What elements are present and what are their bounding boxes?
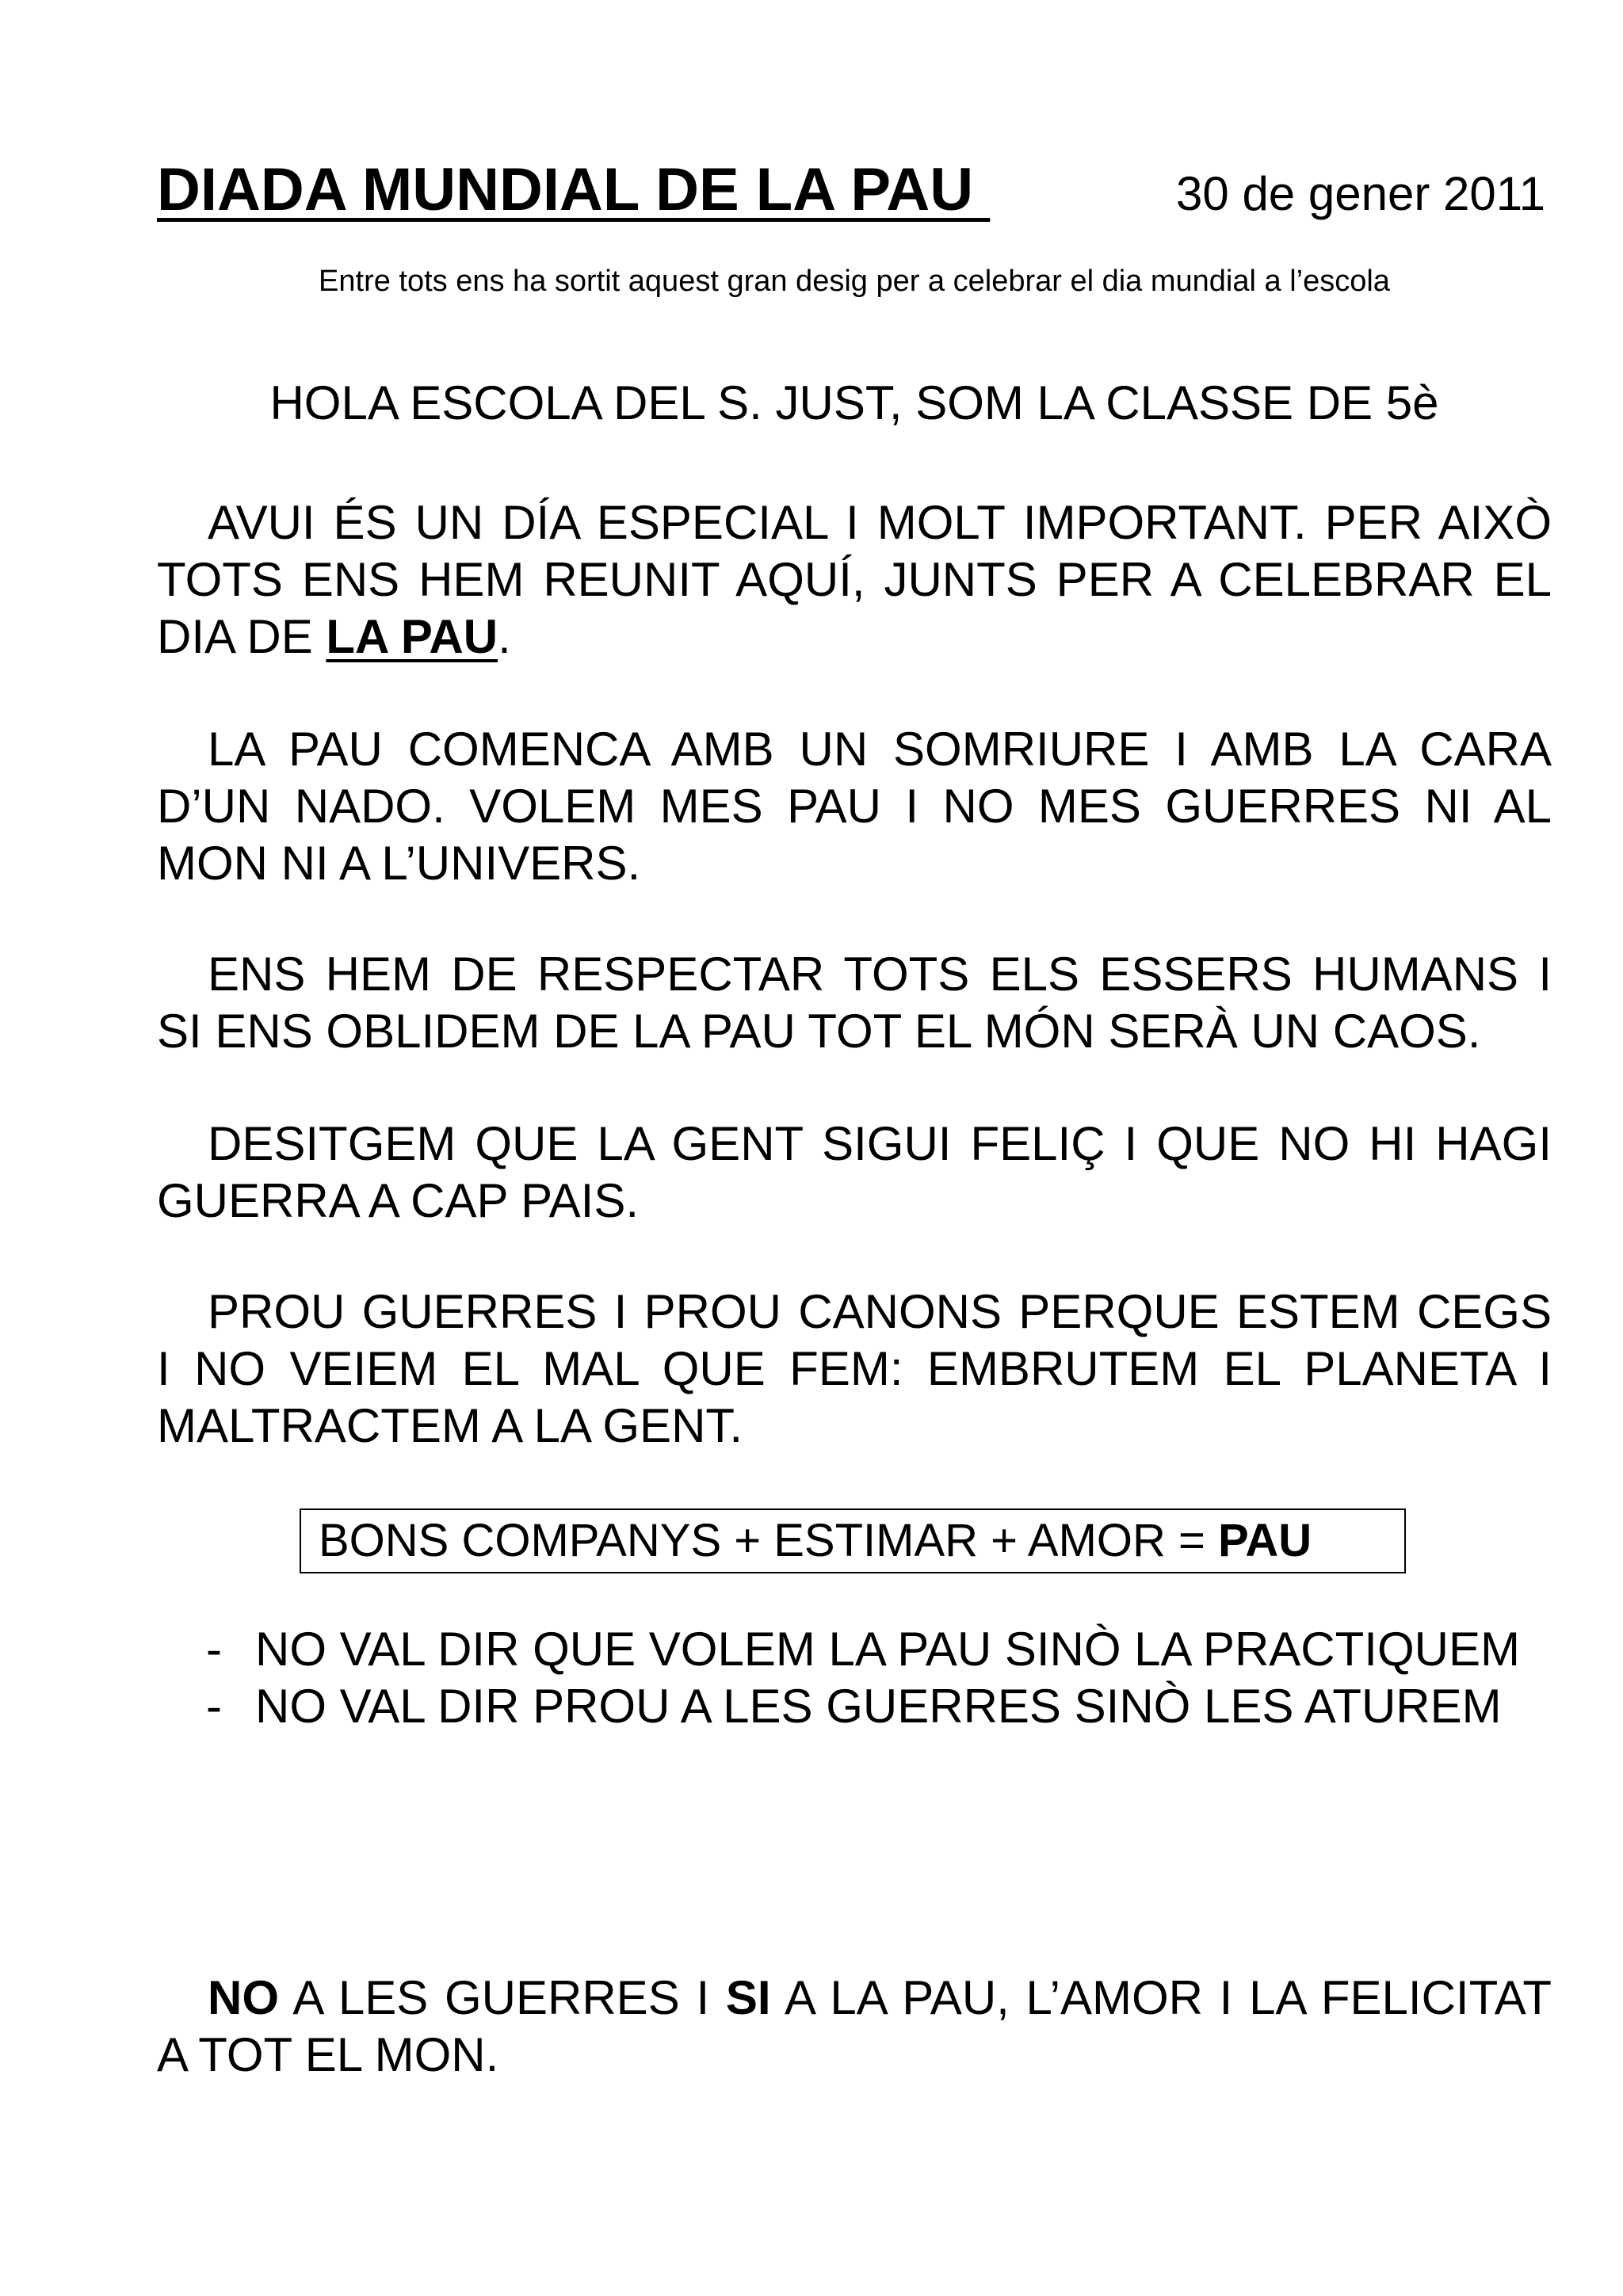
paragraph-2: LA PAU COMENCA AMB UN SOMRIURE I AMB LA CARA D’UN NADO. VOLEM MES PAU I NO MES GUERRES NI AL MON NI A L’UNIVERS. [157,723,1552,890]
equation-emphasis: PAU [1218,1515,1312,1566]
paragraph-1-emphasis: LA PAU [326,610,498,663]
closing-part-2: A LA PAU, L’AMOR I LA FELICITAT A TOT EL MON. [157,1971,1552,2081]
greeting: HOLA ESCOLA DEL S. JUST, SOM LA CLASSE DE 5è [269,376,1439,429]
list-item-text: NO VAL DIR QUE VOLEM LA PAU SINÒ LA PRACTIQUEM [255,1623,1520,1676]
equation-box [300,1508,1406,1573]
paragraph-1-text: AVUI ÉS UN DÍA ESPECIAL I MOLT IMPORTANT. PER AIXÒ TOTS ENS HEM REUNIT AQUÍ, JUNTS PER A CELEBRAR EL DIA DE [157,496,1552,663]
document-title: DIADA MUNDIAL DE LA PAU [157,156,991,223]
list-item-text: NO VAL DIR PROU A LES GUERRES SINÒ LES ATUREM [255,1680,1502,1733]
header [157,155,1552,235]
paragraph-3: ENS HEM DE RESPECTAR TOTS ELS ESSERS HUMANS I SI ENS OBLIDEM DE LA PAU TOT EL MÓN SERÀ UN CAOS. [157,948,1552,1058]
subtitle: Entre tots ens ha sortit aquest gran desig per a celebrar el dia mundial a l’escola [319,265,1390,298]
list-item [157,1678,1552,1735]
paragraph-1-end: . [498,610,511,663]
closing-si: SI [725,1971,771,2024]
paragraph-5: PROU GUERRES I PROU CANONS PERQUE ESTEM CEGS I NO VEIEM EL MAL QUE FEM: EMBRUTEM EL PLANETA I MALTRACTEM A LA GENT. [157,1285,1552,1452]
document-date: 30 de gener 2011 [1176,167,1545,220]
closing-paragraph [157,1970,1552,2084]
document-page [157,0,1552,2296]
list-item [157,1621,1552,1678]
list-dash: - [206,1623,222,1676]
closing-part-1: A LES GUERRES I [279,1971,726,2024]
statement-list [157,1621,1552,1735]
equation-text: BONS COMPANYS + ESTIMAR + AMOR = [319,1515,1219,1566]
closing-no: NO [208,1971,279,2024]
paragraph-4: DESITGEM QUE LA GENT SIGUI FELIÇ I QUE NO HI HAGI GUERRA A CAP PAIS. [157,1117,1552,1227]
paragraph-1 [157,494,1552,666]
list-dash: - [206,1680,222,1733]
